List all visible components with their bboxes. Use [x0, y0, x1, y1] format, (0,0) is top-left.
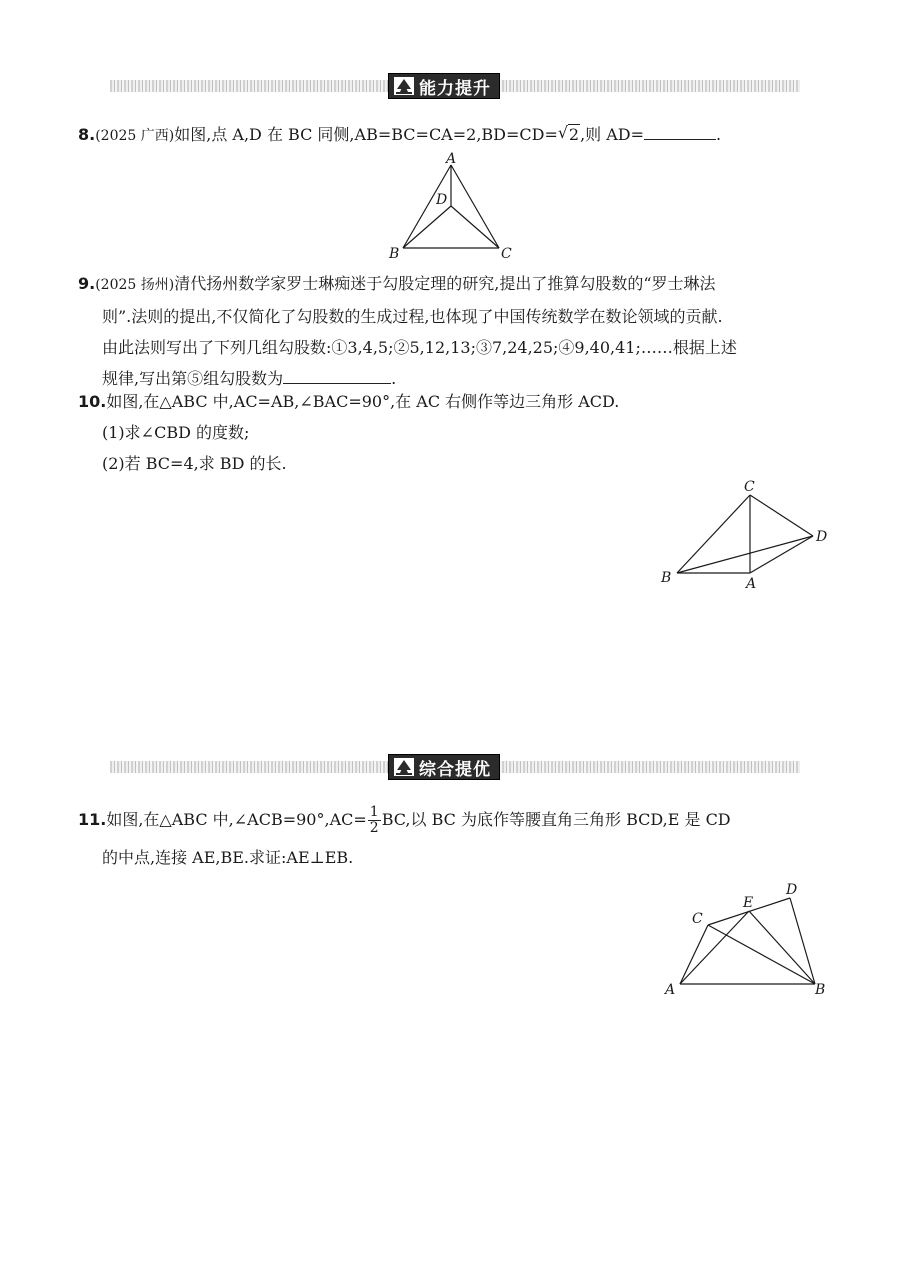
edge-bd — [677, 536, 813, 573]
figure-q11 — [660, 880, 835, 1000]
vertex-label-b: B — [815, 982, 826, 998]
answer-blank[interactable] — [644, 123, 716, 140]
vertex-label-a: A — [446, 151, 457, 167]
figure-q8 — [385, 150, 525, 265]
vertex-label-e: E — [743, 895, 754, 911]
answer-blank[interactable] — [283, 367, 391, 384]
edge-db — [790, 898, 815, 984]
question-line: 规律,写出第⑤组勾股数为 — [102, 369, 284, 388]
vertex-label-b: B — [389, 246, 400, 262]
sqrt-radicand: 2 — [568, 125, 580, 144]
vertex-label-a: A — [746, 576, 757, 592]
vertex-label-d: D — [816, 529, 828, 545]
section-badge — [388, 73, 500, 99]
mountain-icon — [393, 757, 415, 777]
question-line: 的中点,连接 AE,BE.求证:AE⊥EB. — [102, 848, 354, 867]
figure-q10 — [655, 478, 835, 593]
question-9 — [78, 268, 737, 394]
edge-ad — [750, 536, 813, 573]
question-text-cont: BC,以 BC 为底作等腰直角三角形 BCD,E 是 CD — [381, 810, 731, 829]
vertex-label-d: D — [436, 192, 448, 208]
question-text: 如图,在△ABC 中,∠ACB=90°,AC= — [106, 810, 367, 829]
edge-cb — [708, 925, 815, 984]
fraction — [368, 805, 381, 836]
vertex-label-c: C — [744, 479, 755, 495]
question-source: (2025 扬州) — [95, 277, 175, 293]
question-11 — [78, 801, 731, 877]
vertex-label-c: C — [501, 246, 512, 262]
vertex-label-d: D — [786, 882, 798, 898]
question-line: 则”.法则的提出,不仅简化了勾股数的生成过程,也体现了中国传统数学在数论领域的贡献. — [102, 307, 723, 326]
section-badge — [388, 754, 500, 780]
question-line: 由此法则写出了下列几组勾股数:①3,4,5;②5,12,13;③7,24,25;④9,40,41;……根据上述 — [102, 338, 737, 357]
section-banner-comprehensive — [110, 754, 800, 780]
edge-eb — [749, 911, 815, 984]
edge-ae — [680, 911, 749, 984]
question-number: 10. — [78, 392, 107, 411]
question-number: 9. — [78, 274, 96, 293]
fraction-denominator: 2 — [369, 820, 379, 836]
vertex-label-b: B — [661, 570, 672, 586]
section-banner-ability — [110, 73, 800, 99]
edge-cd — [451, 206, 499, 248]
question-part-2: (2)若 BC=4,求 BD 的长. — [102, 454, 287, 473]
section-title: 综合提优 — [419, 759, 491, 780]
vertex-label-a: A — [665, 982, 676, 998]
edge-ac — [451, 165, 499, 248]
question-end: . — [716, 125, 722, 144]
question-number: 8. — [78, 125, 96, 144]
question-source: (2025 广西) — [95, 128, 175, 144]
question-line: 清代扬州数学家罗士琳痴迷于勾股定理的研究,提出了推算勾股数的“罗士琳法 — [174, 274, 716, 293]
mountain-icon — [393, 76, 415, 96]
question-8 — [78, 119, 721, 152]
edge-cd — [750, 495, 813, 536]
question-end: . — [391, 369, 397, 388]
question-10 — [78, 386, 619, 479]
question-text: 如图,点 A,D 在 BC 同侧,AB=BC=CA=2,BD=CD= — [174, 125, 558, 144]
edge-bc — [677, 495, 750, 573]
question-text-cont: ,则 AD= — [580, 125, 645, 144]
sqrt-expression — [558, 119, 580, 150]
fraction-numerator: 1 — [369, 804, 379, 820]
edge-ac — [680, 925, 708, 984]
vertex-label-c: C — [692, 911, 703, 927]
question-text: 如图,在△ABC 中,AC=AB,∠BAC=90°,在 AC 右侧作等边三角形 ACD. — [106, 392, 620, 411]
question-part-1: (1)求∠CBD 的度数; — [102, 423, 250, 442]
question-number: 11. — [78, 810, 107, 829]
section-title: 能力提升 — [419, 78, 491, 99]
edge-bd — [403, 206, 451, 248]
